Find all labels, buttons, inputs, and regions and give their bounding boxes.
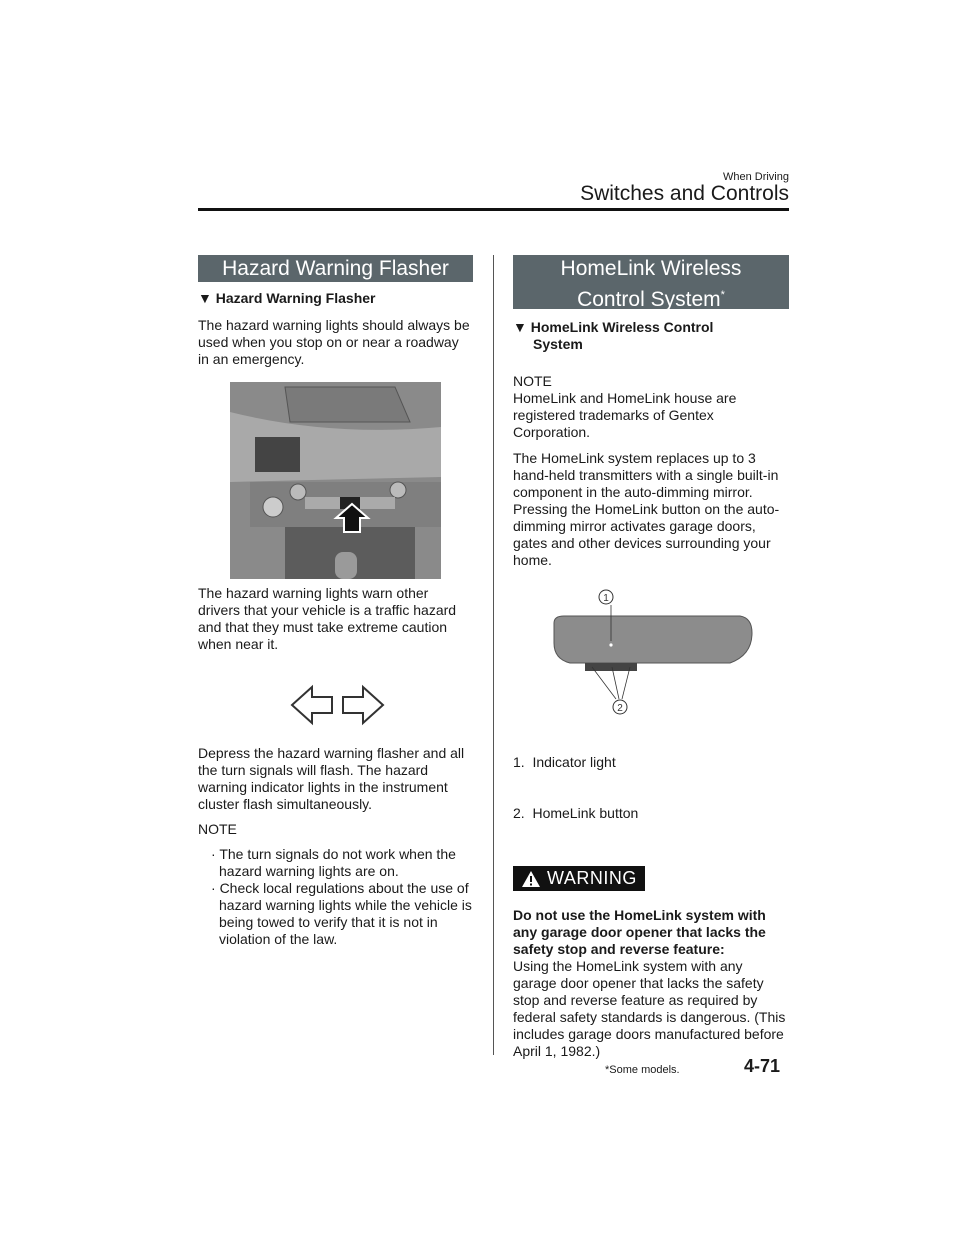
note-text: The turn signals do not work when the hazard warning lights are on. bbox=[219, 846, 456, 879]
legend-item: 1. Indicator light bbox=[513, 754, 616, 770]
homelink-para-1: The HomeLink system replaces up to 3 hand-held transmitters with a single built-in component in the auto-dimming mirror. Pressing the HomeLink button on the auto-dimming mirror activates garage doors, gates and other devices surrounding your home. bbox=[513, 450, 780, 568]
hazard-title-band: Hazard Warning Flasher bbox=[198, 255, 473, 282]
dashboard-image bbox=[230, 382, 441, 579]
homelink-title-band bbox=[513, 255, 789, 309]
hazard-note-label: NOTE bbox=[198, 821, 237, 837]
note-text: Check local regulations about the use of hazard warning lights while the vehicle is being towed to verify that it is not in violation of the law. bbox=[219, 880, 472, 947]
hazard-subheading: ▼ Hazard Warning Flasher bbox=[198, 290, 376, 306]
chapter-title: Switches and Controls bbox=[580, 182, 789, 205]
warning-triangle-icon bbox=[521, 870, 541, 888]
turn-signal-indicator-icon bbox=[290, 683, 473, 727]
footnote: *Some models. bbox=[605, 1064, 680, 1076]
callout-2: 2 bbox=[617, 703, 623, 714]
hazard-para-3: Depress the hazard warning flasher and all the turn signals will flash. The hazard warning indicator lights in the instrument cluster flash simultaneously. bbox=[198, 745, 465, 812]
band-line-2-text: Control System bbox=[577, 288, 721, 311]
mirror-legend bbox=[513, 720, 789, 856]
hazard-note-list bbox=[205, 846, 473, 948]
page-number: 4-71 bbox=[744, 1056, 781, 1076]
homelink-subheading: ▼ HomeLink Wireless Control System bbox=[513, 319, 714, 352]
subheading-text: Hazard Warning Flasher bbox=[215, 290, 376, 306]
note-item: · The turn signals do not work when the hazard warning lights are on. bbox=[211, 846, 456, 879]
band-line-1: HomeLink Wireless bbox=[560, 257, 742, 280]
right-column bbox=[513, 255, 789, 1060]
left-column bbox=[198, 255, 473, 948]
homelink-note-text: HomeLink and HomeLink house are registered trademarks of Gentex Corporation. bbox=[513, 390, 737, 440]
mirror-image bbox=[540, 583, 760, 718]
section-label: When Driving bbox=[722, 171, 789, 183]
note-item: · Check local regulations about the use of hazard warning lights while the vehicle is being towed to verify that it is not in violation of the law. bbox=[211, 880, 472, 947]
callout-1: 1 bbox=[603, 593, 609, 604]
warning-badge bbox=[513, 866, 789, 893]
legend-item: 2. HomeLink button bbox=[513, 805, 639, 821]
band-line-2 bbox=[513, 282, 789, 313]
warning-bold-text: Do not use the HomeLink system with any garage door opener that lacks the safety stop and reverse feature: bbox=[513, 906, 766, 957]
warning-label: WARNING bbox=[547, 868, 637, 888]
header-rule bbox=[198, 208, 789, 211]
warning-text: Using the HomeLink system with any garage door opener that lacks the safety stop and reverse feature as required by federal safety standards is dangerous. (This includes garage doors manufactured before April 1, 1982.) bbox=[513, 957, 786, 1059]
asterisk: * bbox=[720, 289, 725, 301]
hazard-para-2: The hazard warning lights warn other drivers that your vehicle is a traffic hazard and that they must take extreme caution when near it. bbox=[198, 585, 457, 652]
subheading-text: HomeLink Wireless Control System bbox=[530, 319, 714, 352]
homelink-note-label: NOTE bbox=[513, 373, 552, 389]
hazard-para-1: The hazard warning lights should always be used when you stop on or near a roadway in an emergency. bbox=[198, 317, 470, 367]
column-divider bbox=[493, 255, 494, 1055]
